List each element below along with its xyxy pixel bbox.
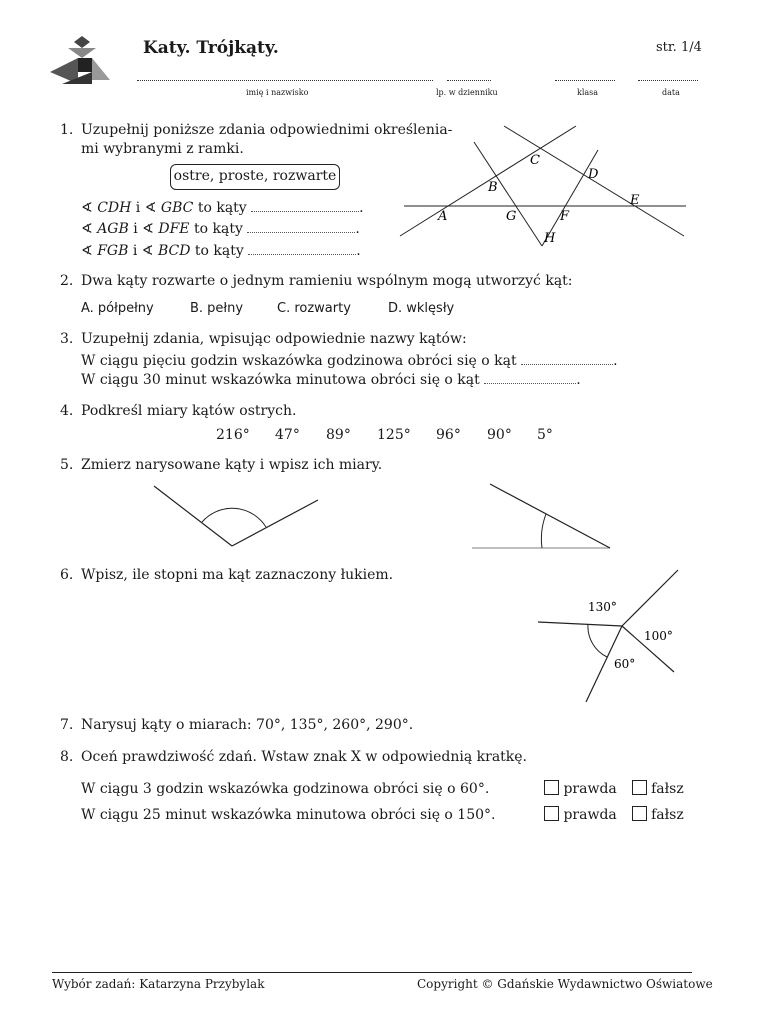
q5-angle-2 (468, 480, 618, 552)
q8-row-1-false-label: fałsz (651, 781, 684, 797)
q4-value-4[interactable]: 125° (377, 427, 411, 443)
conj: i (132, 243, 138, 259)
worksheet-title: Katy. Trójkąty. (143, 38, 279, 58)
q7-number: 7. (60, 717, 74, 733)
class-label: klasa (577, 88, 599, 97)
angle-symbol: ∢ (81, 243, 93, 259)
q4-value-2[interactable]: 47° (275, 427, 300, 443)
q1-line-3: ∢ FGB i ∢ BCD to kąty . (81, 243, 361, 259)
angle-symbol: ∢ (141, 243, 154, 259)
q4-value-6[interactable]: 90° (487, 427, 512, 443)
q1-suffix: to kąty (197, 200, 247, 216)
point-c: C (530, 153, 540, 168)
q8-row-1-true-label: prawda (563, 781, 617, 797)
q4-number: 4. (60, 403, 74, 419)
q8-row-2-true-checkbox[interactable] (544, 806, 559, 821)
q3-text: Uzupełnij zdania, wpisując odpowiednie nazwy kątów: (81, 331, 467, 347)
q1-suffix: to kąty (193, 221, 243, 237)
q4-value-7[interactable]: 5° (537, 427, 553, 443)
q4-value-1[interactable]: 216° (216, 427, 250, 443)
q6-angles-figure (534, 566, 684, 706)
publisher-logo (48, 34, 112, 90)
date-field[interactable] (638, 80, 698, 81)
q4-value-3[interactable]: 89° (326, 427, 351, 443)
q6-label-60: 60° (614, 657, 636, 671)
angle-symbol: ∢ (81, 221, 93, 237)
q6-text: Wpisz, ile stopni ma kąt zaznaczony łukiem. (81, 567, 394, 583)
q1-answer-1[interactable] (251, 199, 359, 212)
q8-row-2-false-label: fałsz (651, 807, 684, 823)
q8-row-2-true-label: prawda (563, 807, 617, 823)
q3-line-2-text: W ciągu 30 minut wskazówka minutowa obróci się o kąt (81, 372, 480, 388)
q8-row-2-options (544, 806, 684, 825)
q1-answer-3[interactable] (248, 242, 356, 255)
angle-symbol: ∢ (144, 200, 157, 216)
q1-word-box: ostre, proste, rozwarte (170, 164, 340, 190)
q8-row-1-true-checkbox[interactable] (544, 780, 559, 795)
page-number: str. 1/4 (656, 40, 702, 55)
q3-line-1-text: W ciągu pięciu godzin wskazówka godzinowa obróci się o kąt (81, 353, 517, 369)
q1-line-2: ∢ AGB i ∢ DFE to kąty . (81, 221, 360, 237)
point-d: D (588, 167, 599, 182)
q6-label-130: 130° (588, 600, 617, 614)
q2-option-d[interactable]: D. wklęsły (388, 301, 455, 316)
angle-symbol: ∢ (142, 221, 154, 237)
number-label: lp. w dzienniku (436, 88, 498, 97)
q1-line-1: ∢ CDH i ∢ GBC to kąty . (81, 200, 364, 216)
q6-label-100: 100° (644, 629, 673, 643)
q3-answer-1[interactable] (521, 352, 613, 365)
q2-option-c[interactable]: C. rozwarty (277, 301, 351, 316)
number-field[interactable] (447, 80, 491, 81)
q8-row-1-false-checkbox[interactable] (632, 780, 647, 795)
q5-text: Zmierz narysowane kąty i wpisz ich miary. (81, 457, 383, 473)
q2-option-b[interactable]: B. pełny (190, 301, 244, 316)
point-h: H (544, 231, 556, 246)
q5-angle-1 (150, 480, 326, 552)
footer-copyright: Copyright © Gdańskie Wydawnictwo Oświatowe (417, 977, 713, 991)
q8-row-1-options (544, 780, 684, 799)
angle-symbol: ∢ (81, 200, 93, 216)
q1-answer-2[interactable] (247, 220, 355, 233)
point-a: A (438, 209, 448, 224)
q8-statement-1: W ciągu 3 godzin wskazówka godzinowa obróci się o 60°. (81, 781, 490, 797)
q1-number: 1. (60, 122, 74, 138)
conj: i (135, 200, 141, 216)
date-label: data (662, 88, 680, 97)
q1-text-line2: mi wybranymi z ramki. (81, 141, 244, 157)
point-g: G (506, 209, 517, 224)
q2-option-a[interactable]: A. półpełny (81, 301, 154, 316)
q6-number: 6. (60, 567, 74, 583)
q8-number: 8. (60, 749, 74, 765)
q3-answer-2[interactable] (484, 371, 576, 384)
q8-row-2-false-checkbox[interactable] (632, 806, 647, 821)
q2-text: Dwa kąty rozwarte o jednym ramieniu wspólnym mogą utworzyć kąt: (81, 273, 573, 289)
angle-fgb: FGB (97, 243, 129, 259)
angle-agb: AGB (97, 221, 129, 237)
angle-bcd: BCD (157, 243, 191, 259)
name-label: imię i nazwisko (246, 88, 309, 97)
angle-cdh: CDH (97, 200, 132, 216)
q2-number: 2. (60, 273, 74, 289)
angle-dfe: DFE (158, 221, 190, 237)
footer-author: Wybór zadań: Katarzyna Przybylak (52, 977, 265, 991)
q1-lines-figure (396, 120, 696, 250)
q5-number: 5. (60, 457, 74, 473)
angle-gbc: GBC (160, 200, 194, 216)
q7-text: Narysuj kąty o miarach: 70°, 135°, 260°, 290°. (81, 717, 414, 733)
footer-divider (52, 972, 692, 973)
q1-text-line1: Uzupełnij poniższe zdania odpowiednimi określenia- (81, 122, 453, 138)
name-field[interactable] (137, 80, 433, 81)
q8-statement-2: W ciągu 25 minut wskazówka minutowa obróci się o 150°. (81, 807, 496, 823)
q4-text: Podkreśl miary kątów ostrych. (81, 403, 297, 419)
q3-line-1: W ciągu pięciu godzin wskazówka godzinowa obróci się o kąt . (81, 353, 618, 369)
q8-text: Oceń prawdziwość zdań. Wstaw znak X w odpowiednią kratkę. (81, 749, 528, 765)
point-b: B (488, 180, 498, 195)
conj: i (133, 221, 138, 237)
point-e: E (630, 193, 640, 208)
q1-suffix: to kąty (194, 243, 244, 259)
q4-value-5[interactable]: 96° (436, 427, 461, 443)
q3-number: 3. (60, 331, 74, 347)
class-field[interactable] (555, 80, 615, 81)
q3-line-2: W ciągu 30 minut wskazówka minutowa obróci się o kąt . (81, 372, 581, 388)
point-f: F (560, 209, 570, 224)
